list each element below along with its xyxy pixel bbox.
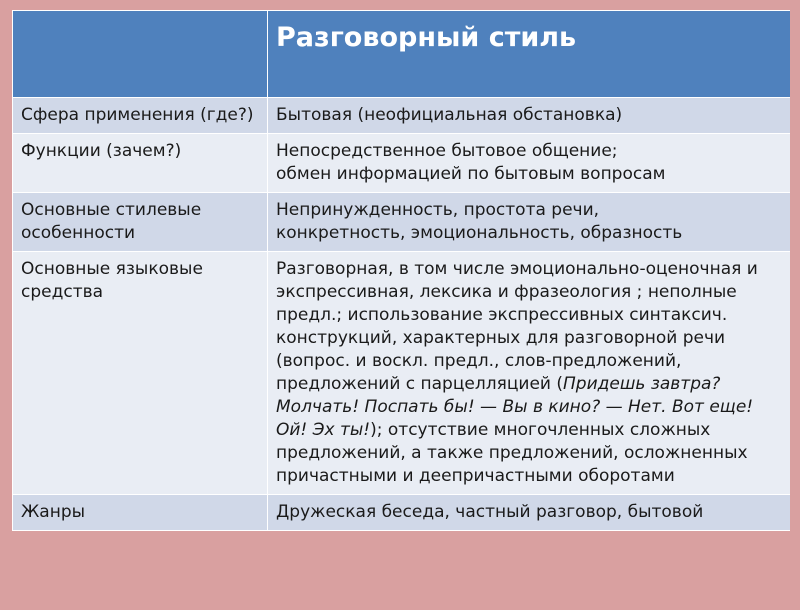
header-title: Разговорный стиль <box>268 11 791 98</box>
slide <box>12 10 790 610</box>
row-label: Сфера применения (где?) <box>13 98 268 134</box>
row-value <box>268 98 791 134</box>
table-row <box>13 495 791 531</box>
value-line: обмен информацией по бытовым вопросам <box>276 164 666 184</box>
value-text-before: Разговорная, в том числе эмоционально-оценочная и экспрессивная, лексика и фразеология ; неполные предл.; использование экспрессивных синтаксич. конструкций, характерных для разговорной речи (вопрос. и воскл. предл., слов-предложений, предложений с парцелляцией ( <box>276 259 758 394</box>
value-line: Непринужденность, простота речи, <box>276 200 600 220</box>
table-row <box>13 98 791 134</box>
value-line: Непосредственное бытовое общение; <box>276 141 618 161</box>
style-table <box>12 10 790 531</box>
header-cell-empty <box>13 11 268 98</box>
row-label: Основные языковые средства <box>13 252 268 495</box>
table-row <box>13 134 791 193</box>
table-row <box>13 193 791 252</box>
value-examples: Придешь завтра? Молчать! Поспать бы! — Вы в кино? — Нет. Вот еще! Ой! Эх ты! <box>276 374 754 440</box>
value-line: Бытовая (неофициальная обстановка) <box>276 105 623 125</box>
row-value <box>268 193 791 252</box>
row-value <box>268 252 791 495</box>
row-value <box>268 134 791 193</box>
row-label: Функции (зачем?) <box>13 134 268 193</box>
value-line: конкретность, эмоциональность, образность <box>276 223 683 243</box>
value-text-after: ); отсутствие многочленных сложных предложений, а также предложений, осложненных причастными и деепричастными оборотами <box>276 420 748 486</box>
value-line: Дружеская беседа, частный разговор, бытовой <box>276 502 704 522</box>
table-row <box>13 252 791 495</box>
header-row <box>13 11 791 98</box>
row-label: Жанры <box>13 495 268 531</box>
row-label: Основные стилевые особенности <box>13 193 268 252</box>
row-value <box>268 495 791 531</box>
